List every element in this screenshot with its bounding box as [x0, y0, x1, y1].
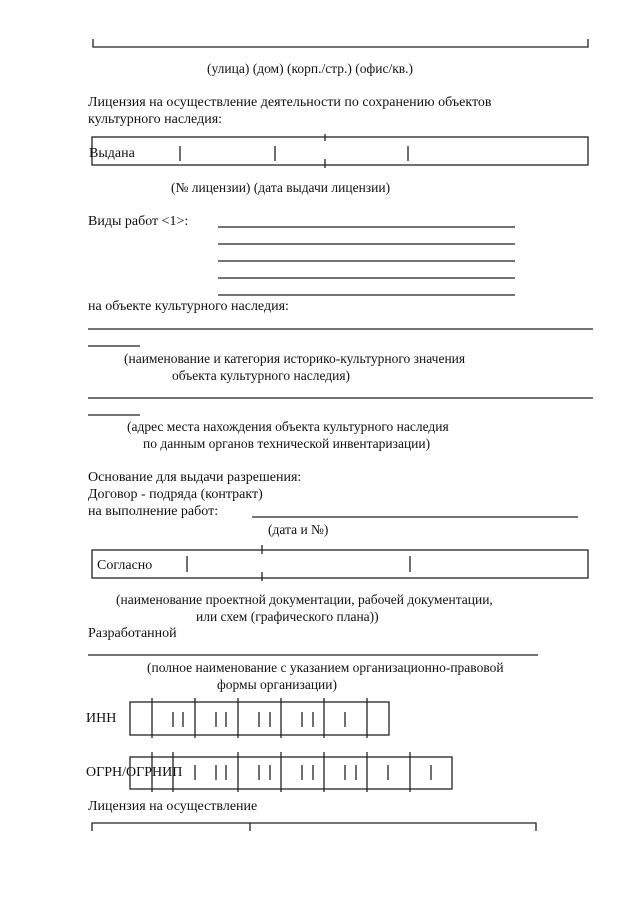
basis-caption: (дата и №): [268, 522, 329, 537]
basis-line1: Основание для выдачи разрешения:: [88, 470, 302, 485]
ogrn-label: ОГРН/ОГРНИП: [86, 765, 183, 780]
basis-line2: Договор - подряда (контракт): [88, 487, 263, 502]
org-caption-line1: (полное наименование с указанием организационно-правовой: [147, 660, 504, 675]
developed-label: Разработанной: [88, 626, 177, 641]
object-address-caption-line1: (адрес места нахождения объекта культурного наследия: [127, 419, 449, 434]
object-caption-line2: объекта культурного наследия): [172, 368, 351, 383]
works-label: Виды работ <1>:: [88, 214, 189, 229]
license-heading-line1: Лицензия на осуществление деятельности по сохранению объектов: [88, 95, 492, 110]
basis-line3: на выполнение работ:: [88, 504, 219, 519]
object-label: на объекте культурного наследия:: [88, 299, 289, 314]
license-caption: (№ лицензии) (дата выдачи лицензии): [171, 180, 391, 195]
address-caption: (улица) (дом) (корп./стр.) (офис/кв.): [207, 61, 414, 76]
object-address-caption-line2: по данным органов технической инвентаризации): [143, 436, 431, 451]
object-caption-line1: (наименование и категория историко-культурного значения: [124, 351, 466, 366]
docs-caption-line1: (наименование проектной документации, рабочей документации,: [116, 592, 493, 607]
issued-label: Выдана: [89, 146, 135, 161]
inn-label: ИНН: [86, 711, 117, 726]
according-label: Согласно: [97, 558, 153, 573]
license-heading-line2: культурного наследия:: [88, 112, 223, 127]
org-caption-line2: формы организации): [217, 677, 338, 692]
license-bottom-label: Лицензия на осуществление: [88, 799, 258, 814]
docs-caption-line2: или схем (графического плана)): [196, 609, 379, 624]
